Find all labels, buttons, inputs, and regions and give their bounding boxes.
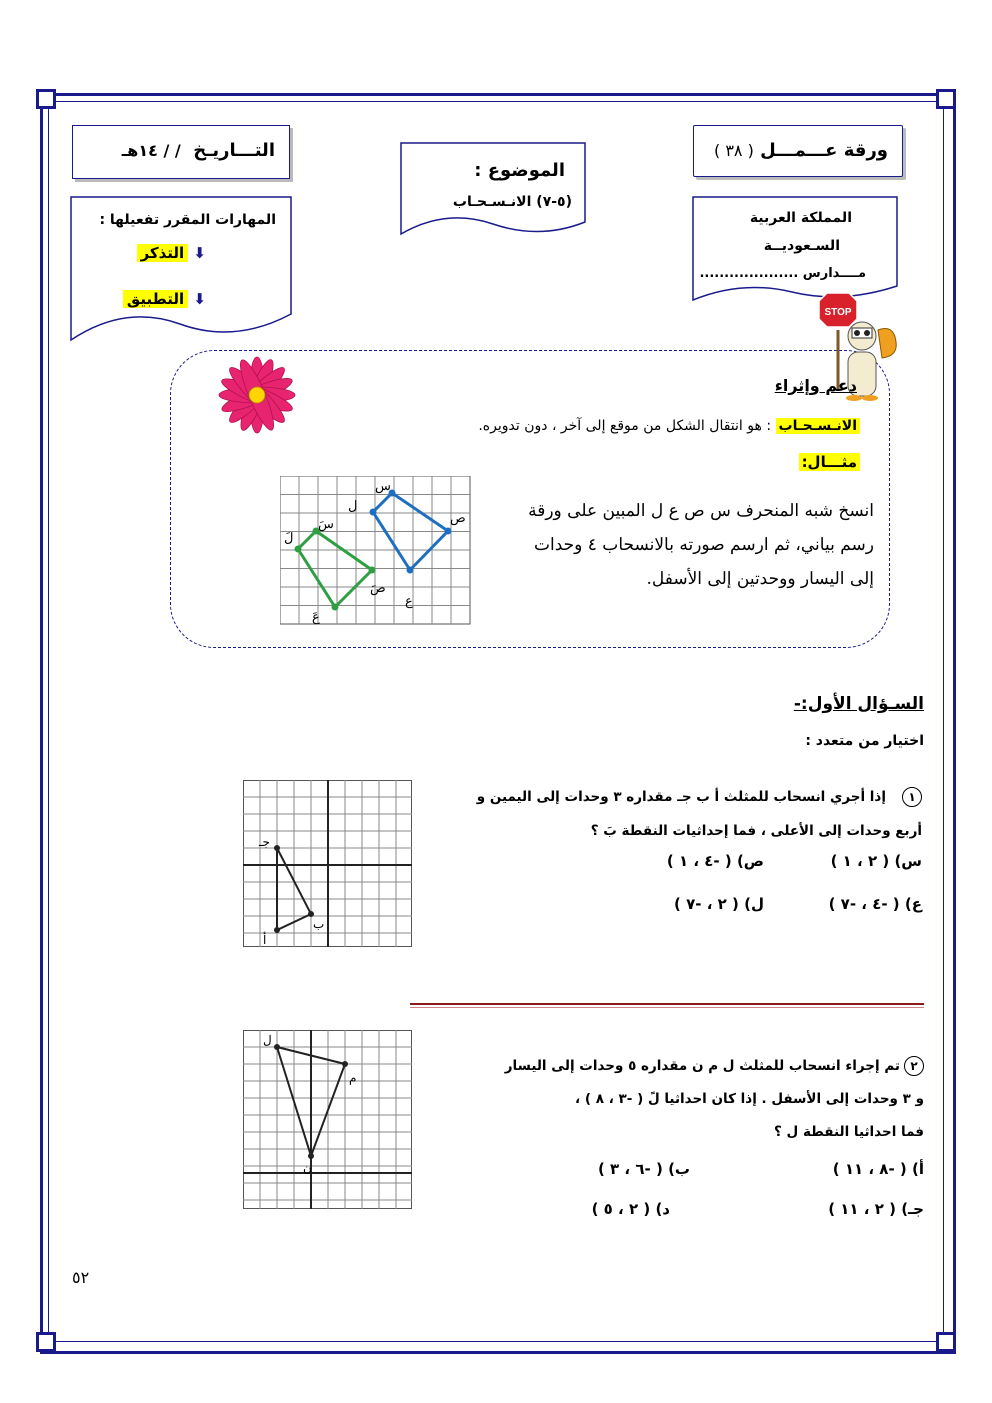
- point-label: ص: [450, 511, 466, 526]
- q1-option-3[interactable]: ع) ( -٤ ، -٧ ): [828, 895, 922, 913]
- school-line-2: السـعوديــة: [763, 238, 840, 254]
- definition-text: : هو انتقال الشكل من موقع إلى آخر ، دون تدويره.: [478, 418, 772, 434]
- topic-label: الموضوع :: [474, 160, 565, 181]
- skill-item: ⬇ التطبيق: [123, 290, 206, 308]
- point-label: لَ: [284, 531, 294, 546]
- example-graph: [280, 476, 472, 626]
- q1-number: ١: [902, 787, 922, 807]
- point-label: سَ: [318, 517, 334, 532]
- point-label: عَ: [312, 610, 320, 625]
- date-label: التـــاريـخ / / ١٤هـ: [121, 140, 275, 161]
- point-label: صَ: [370, 581, 386, 596]
- definition: [478, 418, 860, 434]
- q1-option-2[interactable]: ص) ( -٤ ، ١ ): [666, 852, 764, 870]
- stop-sign-text: STOP: [824, 307, 852, 318]
- q2-number: ٢: [904, 1056, 924, 1076]
- worksheet-box: [693, 125, 903, 177]
- q1-graph: [243, 780, 413, 948]
- q1-option-1[interactable]: س) ( ٢ ، ١ ): [830, 852, 922, 870]
- point-label: س: [375, 479, 391, 494]
- point-label: ب: [313, 917, 325, 931]
- definition-term: الانـسـحـاب: [776, 418, 861, 434]
- frame-corner: [936, 89, 956, 109]
- page-number: ٥٢: [72, 1268, 90, 1287]
- enrichment-title: دعم وإثراء: [774, 376, 857, 395]
- q2-text: ٢تم إجراء انسحاب للمثلث ل م ن مقداره ٥ وحدات إلى اليسار و ٣ وحدات إلى الأسفل . إذا كان احداثيا لً ( -٣ ، ٨ ) ، فما احداثيا النقطة ل ؟: [504, 1058, 924, 1140]
- q2-graph: [243, 1030, 413, 1210]
- topic-value: (٥-٧) الانـسـحـاب: [452, 194, 572, 210]
- q1-option-4[interactable]: ل) ( ٢ ، -٧ ): [674, 895, 764, 913]
- point-label: ل: [348, 499, 358, 514]
- frame-corner: [36, 89, 56, 109]
- worksheet-label: ورقة عـــمـــل ( ٣٨ ): [714, 140, 888, 161]
- divider: [410, 1003, 924, 1005]
- flower-icon: [202, 350, 312, 440]
- school-line-1: المملكة العربية: [749, 210, 852, 226]
- frame-corner: [36, 1332, 56, 1352]
- q1-text: ١إذا أجري انسحاب للمثلث أ ب جـ مقداره ٣ وحدات إلى اليمين و أربع وحدات إلى الأعلى ، فما إحداثيات النقطة بَ ؟: [476, 789, 922, 839]
- example-label: مثـــال:: [799, 453, 860, 471]
- point-label: ن: [303, 1161, 312, 1175]
- point-label: ع: [405, 594, 413, 609]
- divider: [410, 1007, 924, 1008]
- example-text: انسخ شبه المنحرف س ص ع ل المبين على ورقة رسم بياني، ثم ارسم صورته بالانسحاب ٤ وحدات إلى اليسار ووحدتين إلى الأسفل.: [528, 501, 874, 589]
- q2-option-3[interactable]: جـ) ( ٢ ، ١١ ): [828, 1200, 924, 1218]
- q2-option-4[interactable]: د) ( ٢ ، ٥ ): [591, 1200, 670, 1218]
- date-box: [72, 125, 290, 179]
- point-label: م: [349, 1071, 357, 1085]
- section-subtitle: اختيار من متعدد :: [805, 733, 924, 749]
- q2-option-1[interactable]: أ) ( -٨ ، ١١ ): [832, 1160, 924, 1178]
- frame-corner: [936, 1332, 956, 1352]
- q2-option-2[interactable]: ب) ( -٦ ، ٣ ): [597, 1160, 690, 1178]
- skill-item: ⬇ التذكر: [137, 244, 206, 262]
- point-label: ل: [263, 1033, 272, 1047]
- point-label: جـ: [259, 835, 270, 849]
- skills-title: المهارات المقرر تفعيلها :: [99, 212, 276, 228]
- topic-box: [400, 142, 586, 240]
- section-title: السـؤال الأول:-: [793, 694, 924, 714]
- point-label: أ: [263, 933, 267, 947]
- school-line-3: مــــدارس ....................: [699, 266, 866, 281]
